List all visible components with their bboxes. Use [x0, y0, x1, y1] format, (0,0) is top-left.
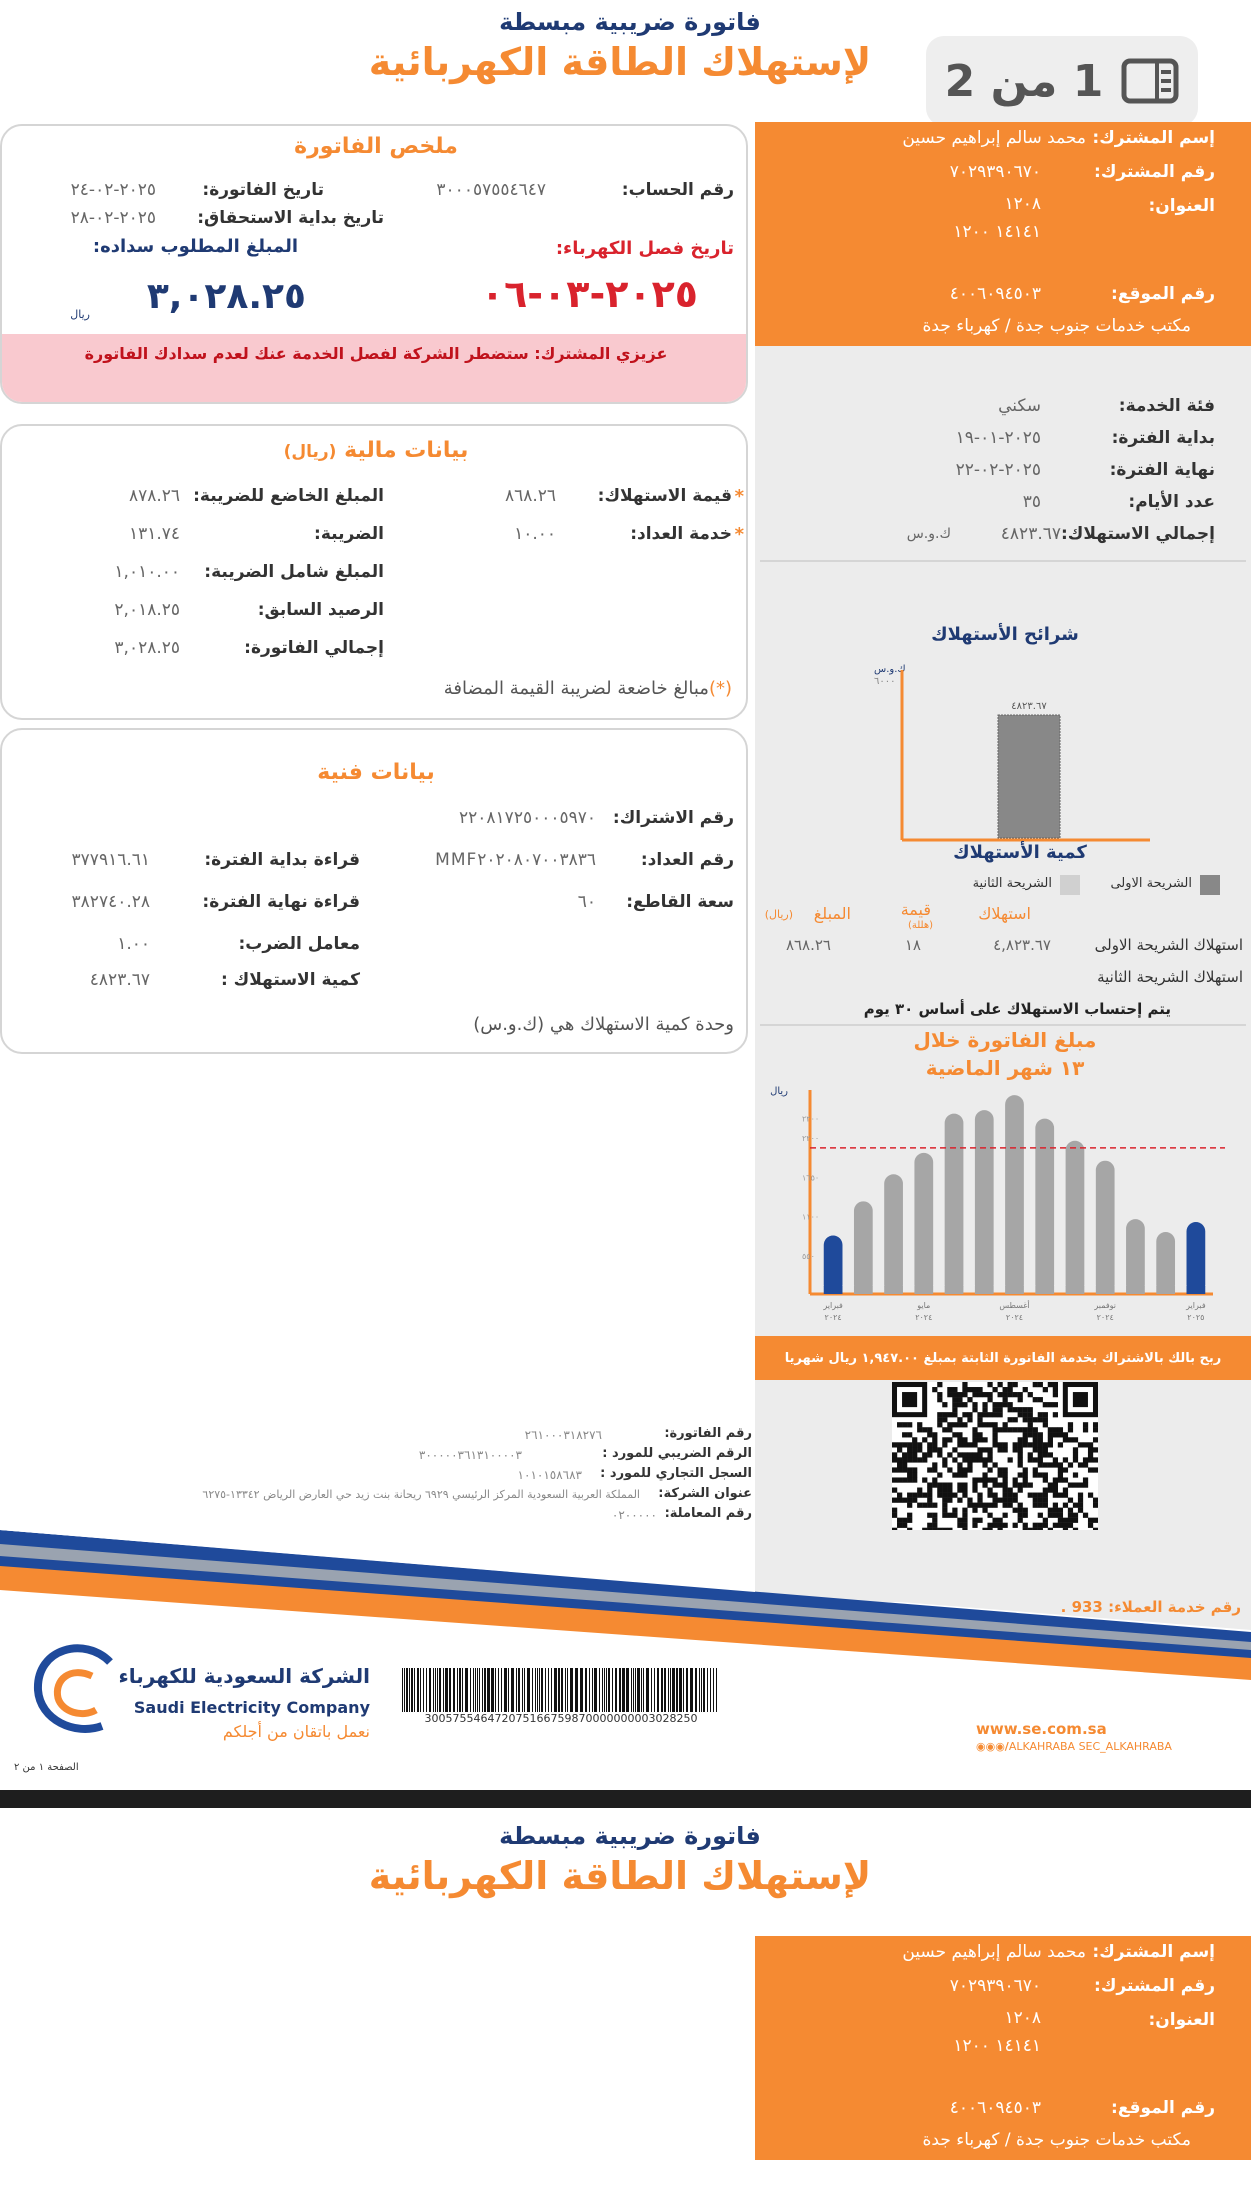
invoice-page-2: [0, 1808, 1251, 2199]
invoice-title: لإستهلاك الطاقة الكهربائية: [368, 40, 872, 84]
cr-label: السجل التجاري للمورد :: [600, 1466, 752, 1481]
incl-vat-label: المبلغ شامل الضريبة:: [204, 562, 384, 582]
company-address-label: عنوان الشركة:: [658, 1486, 752, 1501]
consumption-value: ٨٦٨.٢٦: [504, 486, 556, 506]
account-label: رقم الحساب:: [621, 180, 734, 200]
incl-vat-amount: ١,٠١٠.٠٠: [114, 562, 180, 582]
history-bar: [1096, 1161, 1115, 1294]
history-bar: [854, 1201, 873, 1294]
history-x-month: نوفمبر: [1094, 1301, 1117, 1310]
address-label-p2: العنوان:: [1148, 2010, 1215, 2030]
customer-name-p2: محمد سالم إبراهيم حسين: [902, 1942, 1086, 1962]
transaction-label: رقم المعاملة:: [664, 1506, 752, 1521]
fixed-bill-promo[interactable]: [755, 1336, 1251, 1380]
vat-star-1: *: [734, 486, 744, 507]
financial-panel: [0, 424, 748, 720]
tier-basis-note: يتم إحتساب الاستهلاك على أساس ٣٠ يوم: [863, 1000, 1171, 1018]
history-y-tick: ١٦٥٠: [802, 1173, 820, 1183]
bill-summary-panel: [0, 124, 748, 404]
due-date: ٢٠٢٥-٠٢-٢٨: [70, 208, 156, 228]
customer-service-label: رقم خدمة العملاء:: [1108, 1598, 1241, 1616]
address-line2: ١٤١٤١ ١٢٠٠: [953, 222, 1041, 242]
service-category: سكني: [998, 396, 1041, 416]
site-number-p2: ٤٠٠٦٠٩٤٥٠٣: [949, 2098, 1041, 2118]
tier1-amount: ٨٦٨.٢٦: [785, 936, 831, 954]
history-x-month: فبراير: [1186, 1301, 1206, 1310]
history-x-year: ٢٠٢٤: [915, 1313, 933, 1322]
days-label: عدد الأيام:: [1128, 492, 1215, 512]
unit-note: وحدة كمية الاستهلاك هي (ك.و.س): [473, 1014, 734, 1035]
tier-y-max: ٦٠٠٠: [874, 676, 896, 687]
history-bar: [1066, 1141, 1085, 1294]
technical-title: بيانات فنية: [317, 760, 435, 785]
col-consumption: استهلاك: [978, 904, 1031, 923]
technical-panel: [0, 728, 748, 1054]
customer-service: [1061, 1598, 1241, 1616]
meter-number-label: رقم العداد:: [640, 850, 734, 870]
page-separator: [0, 1790, 1251, 1808]
cr-no: ١٠١٠١٥٨٦٨٣: [517, 1468, 582, 1482]
col-value-sub: (هللة): [907, 920, 933, 931]
financial-title-unit: (ريال): [283, 442, 337, 462]
cut-date-label: تاريخ فصل الكهرباء:: [555, 238, 734, 259]
warning-text: عزيزي المشترك: ستضطر الشركة لفصل الخدمة عنك لعدم سدادك الفاتورة: [84, 344, 668, 363]
page-indicator-text: 1 من 2: [944, 55, 1104, 107]
address-line1: ١٢٠٨: [1004, 194, 1041, 214]
financial-title-text: بيانات مالية: [344, 438, 469, 463]
website[interactable]: www.se.com.sa: [976, 1720, 1107, 1738]
invoice-no-label: رقم الفاتورة:: [664, 1426, 752, 1441]
invoice-title-p2: لإستهلاك الطاقة الكهربائية: [368, 1854, 872, 1898]
page-number: الصفحة ١ من ٢: [14, 1762, 79, 1773]
history-y-unit: ريال: [770, 1086, 788, 1097]
history-bar: [1126, 1219, 1145, 1294]
total-consumption-label: إجمالي الاستهلاك:: [1060, 524, 1215, 544]
social-handles: ALKAHRABA SEC_ALKAHRABA: [1008, 1740, 1172, 1753]
history-title-2: ١٣ شهر الماضية: [925, 1056, 1085, 1080]
consumption-qty: ٤٨٢٣.٦٧: [89, 970, 150, 990]
previous-balance-label: الرصيد السابق:: [257, 600, 384, 620]
company-logo: [30, 1640, 370, 1750]
history-chart: [768, 1082, 1238, 1332]
barcode: [400, 1668, 722, 1712]
start-reading-label: قراءة بداية الفترة:: [204, 850, 360, 870]
tier-table: [755, 900, 1251, 1020]
amount-due: ٣,٠٢٨.٢٥: [146, 276, 306, 317]
breaker-label: سعة القاطع:: [626, 892, 734, 912]
amount-due-label: المبلغ المطلوب سداده:: [92, 236, 298, 257]
service-info: [755, 388, 1251, 558]
page-indicator[interactable]: [926, 36, 1198, 126]
history-bar: [1187, 1222, 1206, 1294]
subscriber-number: ٧٠٢٩٣٩٠٦٧٠: [949, 162, 1041, 182]
start-reading: ٣٧٧٩١٦.٦١: [71, 850, 150, 870]
vat-amount: ١٣١.٧٤: [128, 524, 180, 544]
history-x-year: ٢٠٢٤: [1096, 1313, 1114, 1322]
history-bar: [975, 1110, 994, 1294]
meter-service: ١٠.٠٠: [514, 524, 556, 544]
history-bar: [884, 1174, 903, 1294]
col-amount: المبلغ: [813, 904, 851, 923]
divider: [760, 560, 1246, 562]
company-address: المملكة العربية السعودية المركز الرئيسي ٦٩٢٩ ريحانة بنت زيد حي العارض الرياض ١٣٣٤٢-٦٢٧٥: [202, 1488, 640, 1501]
consumption-value-label: قيمة الاستهلاك:: [597, 486, 732, 506]
service-office-p2: مكتب خدمات جنوب جدة / كهرباء جدة: [922, 2130, 1191, 2150]
consumption-unit: ك.و.س: [906, 526, 951, 542]
history-bar: [945, 1114, 964, 1294]
col-value: قيمة: [900, 900, 931, 919]
multiplier: ١.٠٠: [117, 934, 150, 954]
subscription-number: ٢٢٠٨١٧٢٥٠٠٠٥٩٧٠: [459, 808, 596, 828]
address-line1-p2: ١٢٠٨: [1004, 2008, 1041, 2028]
meter-service-label: خدمة العداد:: [630, 524, 732, 544]
due-date-label: تاريخ بداية الاستحقاق:: [197, 208, 384, 228]
meter-number: MMF٢٠٢٠٨٠٧٠٠٣٨٣٦: [435, 850, 596, 870]
legend-tier-2: الشريحة الثانية: [972, 876, 1052, 891]
customer-service-number[interactable]: 933 .: [1060, 1598, 1103, 1616]
subscriber-number-p2: ٧٠٢٩٣٩٠٦٧٠: [949, 1976, 1041, 1996]
customer-name: محمد سالم إبراهيم حسين: [902, 128, 1086, 148]
tier-y-unit: ك.و.س: [874, 664, 906, 675]
tax-no-label: الرقم الضريبي للمورد :: [602, 1446, 752, 1461]
period-start-label: بداية الفترة:: [1111, 428, 1215, 448]
invoice-subtitle: فاتورة ضريبية مبسطة: [499, 8, 761, 36]
taxable-amount-label: المبلغ الخاضع للضريبة:: [193, 486, 384, 506]
subscription-label: رقم الاشتراك:: [612, 808, 734, 828]
customer-name-label-p2: إسم المشترك:: [1092, 1942, 1215, 1962]
history-bar: [1005, 1095, 1024, 1294]
financial-title: [2, 438, 750, 463]
history-y-tick: ٥٥٠: [802, 1251, 815, 1261]
history-x-month: أغسطس: [999, 1301, 1030, 1310]
history-x-month: فبراير: [823, 1301, 843, 1310]
history-bar: [914, 1153, 933, 1294]
site-number: ٤٠٠٦٠٩٤٥٠٣: [949, 284, 1041, 304]
tax-no: ٣٠٠٠٠٠٣٦١٣١٠٠٠٠٣: [418, 1448, 522, 1462]
taxable-amount: ٨٧٨.٢٦: [128, 486, 180, 506]
history-x-year: ٢٠٢٤: [824, 1313, 842, 1322]
subscriber-label: رقم المشترك:: [1094, 162, 1215, 182]
tier1-value: ١٨: [904, 936, 921, 954]
promo-text: ربح بالك بالاشتراك بخدمة الفاتورة الثابتة بمبلغ ١,٩٤٧.٠٠ ريال شهريا: [784, 1350, 1222, 1366]
tier-chart: [840, 660, 1170, 860]
transaction-no: ٠٢٠٠٠٠٠: [611, 1508, 657, 1522]
end-reading-label: قراءة نهاية الفترة:: [202, 892, 360, 912]
site-label: رقم الموقع:: [1111, 284, 1215, 304]
invoice-info: [0, 1426, 752, 1536]
history-x-year: ٢٠٢٥: [1187, 1313, 1205, 1322]
tier-chart-title: شرائح الأستهلاك: [931, 624, 1079, 645]
cut-date: ٢٠٢٥-٠٣-٠٦: [480, 272, 698, 316]
legend-tier-1: الشريحة الاولى: [1110, 876, 1192, 891]
total-consumption: ٤٨٢٣.٦٧: [1000, 524, 1061, 544]
bill-date: ٢٠٢٥-٠٢-٢٤: [70, 180, 156, 200]
multiplier-label: معامل الضرب:: [238, 934, 360, 954]
service-office: مكتب خدمات جنوب جدة / كهرباء جدة: [922, 316, 1191, 336]
invoice-subtitle-p2: فاتورة ضريبية مبسطة: [499, 1822, 761, 1850]
site-label-p2: رقم الموقع:: [1111, 2098, 1215, 2118]
invoice-no: ٢٦١٠٠٠٣١٨٢٧٦: [524, 1428, 602, 1442]
vat-note-mark: (*): [708, 678, 732, 699]
period-end: ٢٠٢٥-٠٢-٢٢: [955, 460, 1041, 480]
bill-total-label: إجمالي الفاتورة:: [244, 638, 384, 658]
reader-icon: [1121, 58, 1179, 104]
tier2-label: استهلاك الشريحة الثانية: [1097, 968, 1243, 986]
disconnection-warning: [2, 334, 748, 404]
subscriber-label-p2: رقم المشترك:: [1094, 1976, 1215, 1996]
history-y-tick: ٢٢٠٠: [802, 1134, 820, 1144]
summary-title: ملخص الفاتورة: [294, 134, 458, 159]
consumption-qty-label: كمية الاستهلاك :: [220, 970, 360, 990]
bill-total: ٣,٠٢٨.٢٥: [114, 638, 180, 658]
tier-legend: [950, 873, 1220, 895]
tier-bar-label: ٤٨٢٣.٦٧: [1011, 701, 1047, 712]
bill-date-label: تاريخ الفاتورة:: [202, 180, 324, 200]
previous-balance: ٢,٠١٨.٢٥: [114, 600, 180, 620]
tier-bar: [998, 715, 1060, 838]
customer-info-box: [755, 122, 1251, 346]
history-y-tick: ٢٢٠٠: [802, 1114, 820, 1124]
divider: [760, 1024, 1246, 1026]
days-count: ٣٥: [1022, 492, 1041, 512]
history-bar: [824, 1236, 843, 1294]
account-number: ٣٠٠٠٥٧٥٥٤٦٤٧: [436, 180, 546, 200]
period-end-label: نهاية الفترة:: [1109, 460, 1215, 480]
history-x-year: ٢٠٢٤: [1005, 1313, 1024, 1322]
social-links[interactable]: [976, 1740, 1172, 1753]
history-y-tick: ١١٠٠: [802, 1212, 820, 1222]
history-title-1: مبلغ الفاتورة خلال: [913, 1028, 1097, 1052]
sec-logo-icon: [30, 1640, 120, 1740]
col-amount-unit: (ريال): [764, 908, 793, 921]
history-bar: [1035, 1119, 1054, 1294]
riyal-unit: ريال: [70, 308, 90, 321]
customer-name-label: إسم المشترك:: [1092, 128, 1215, 148]
breaker-capacity: ٦٠: [577, 892, 596, 912]
vat-star-2: *: [734, 524, 744, 545]
company-name-ar: الشركة السعودية للكهرباء: [118, 1664, 370, 1688]
company-name-en: Saudi Electricity Company: [133, 1698, 370, 1717]
tier-x-label: كمية الأستهلاك: [953, 842, 1087, 863]
social-icons: ◉◉◉/: [976, 1740, 1009, 1753]
vat-label: الضريبة:: [314, 524, 384, 544]
period-start: ٢٠٢٥-٠١-١٩: [955, 428, 1041, 448]
customer-info-box-p2: [755, 1936, 1251, 2160]
end-reading: ٣٨٢٧٤٠.٢٨: [71, 892, 150, 912]
vat-note-text: مبالغ خاضعة لضريبة القيمة المضافة: [443, 678, 709, 699]
tier1-label: استهلاك الشريحة الاولى: [1094, 936, 1243, 954]
address-label: العنوان:: [1148, 196, 1215, 216]
legend-swatch-1: [1200, 875, 1220, 895]
vat-note: [444, 678, 732, 699]
legend-swatch-2: [1060, 875, 1080, 895]
tier1-consumption: ٤,٨٢٣.٦٧: [993, 936, 1051, 954]
barcode-number: 300575546472075166759870000000003028250: [424, 1712, 698, 1725]
company-slogan: نعمل باتقان من أجلكم: [222, 1722, 370, 1741]
history-bar: [1156, 1232, 1175, 1294]
history-x-month: مايو: [917, 1301, 931, 1310]
address-line2-p2: ١٤١٤١ ١٢٠٠: [953, 2036, 1041, 2056]
service-category-label: فئة الخدمة:: [1118, 396, 1215, 416]
